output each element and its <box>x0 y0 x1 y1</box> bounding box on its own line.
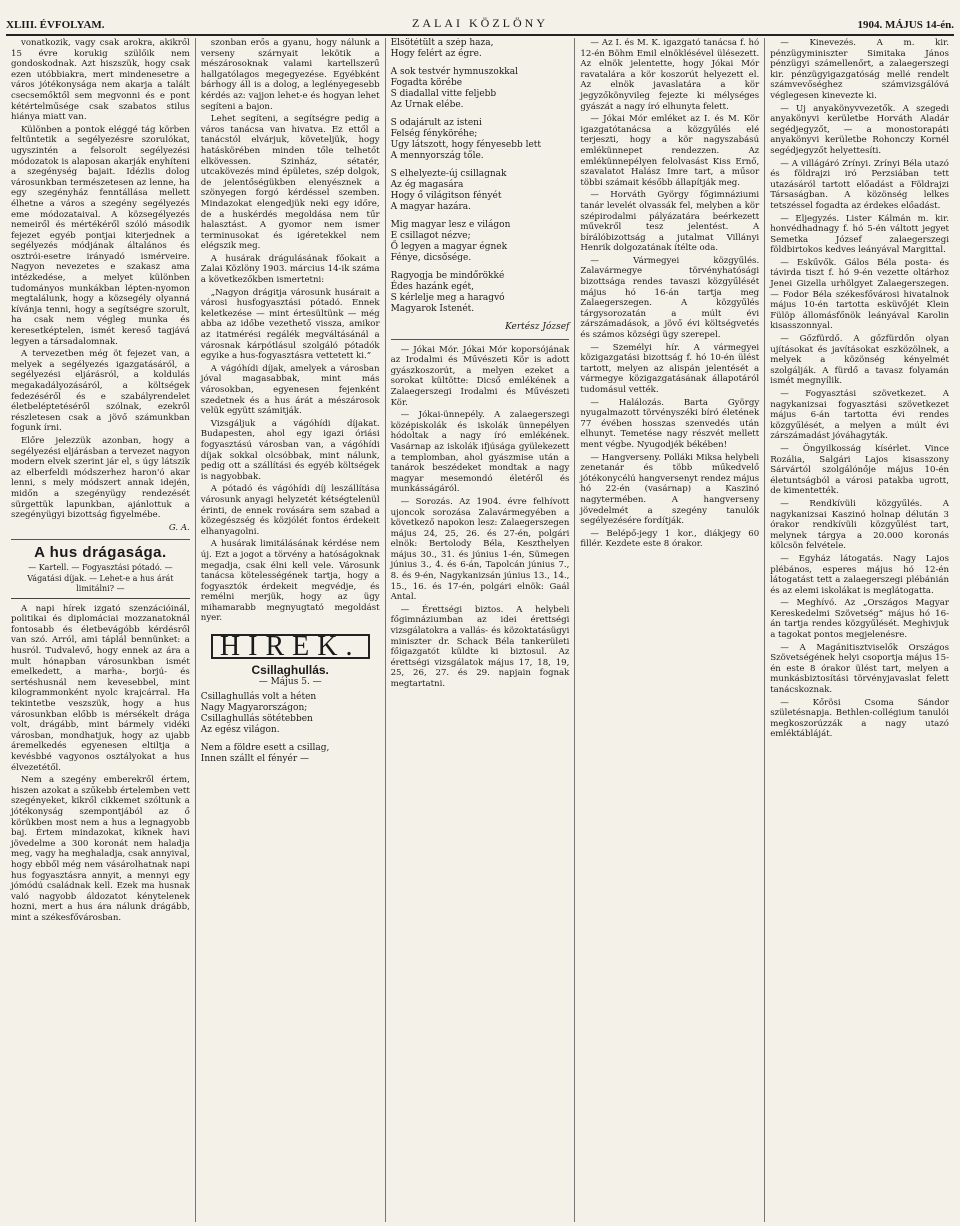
poem-author: Kertész József <box>505 322 570 332</box>
poem-stanza <box>391 67 570 111</box>
poem-line: Édes hazánk egét, <box>390 282 475 292</box>
news-item: — Érettségi biztos. A helybeli főgimnáziumban az idei érettségi vizsgálatokra a vallás- és közoktatásügyi miniszter dr. Schack Béla tankerületi főigazgatót küldte ki biztosul. Az érettségi vizsgálatok május 17, 18, 19, 25, 26, 27. és 29. napjain fognak megtartatni. <box>390 604 570 689</box>
paragraph: vonatkozik, vagy csak arokra, akikről 15 évre korukig szülőik nem gondoskodnak. Azt hiszszük, hogy csak ezen utóbbiakra, mert mindenesetre a város jótékonysága nem akarja a talált csecsemőktől sem megvonni és e pont kétértelműsége csak szabatos stilus hiánya miatt van. <box>11 38 190 123</box>
news-item: — Halálozás. Barta György nyugalmazott törvényszéki bíró életének 77 évében hosszas szenvedés után elhunyt. Temetése nagy részvét mellett ment végbe. Nyugodjék békében! <box>580 397 760 450</box>
news-item: — Jókai Mór emléket az I. és M. Kör igazgatótanácsa a közgyűlés elé terjeszti, hogy a kör nagyszabású emlékünnepet rendezzen. Az emlékünnepélyen felolvasást Kiss Ernő, szavalatot Halász Imre tart, a műsor többi számait később állapítják meg. <box>580 114 760 188</box>
paragraph: A napi hírek izgató szenzációinál, politikai és diplomáciai mozzanatoknál fontosabb és életbevágóbb kérdésről van szó. Arról, ami táplál bennünket: a husról. Tudvalevő, hogy ennek az ára a mult hónapban városunkban ismét emelkedett, a marha-, borjú- és sertéshusnál nem kevesebbel, mint kilogrammonként nyolc krajcárral. Ha tekintetbe veszszük, hogy a hus városunkban előbb is mérsékelt drága volt, drágább, mint bármely vidéki városban, mondhatjuk, hogy az ujabb áremelkedés egyenesen eltiltja a kevésbbé vagyonos osztályokat a hus élvezetétől. <box>11 603 190 773</box>
news-item: — Eljegyzés. Lister Kálmán m. kir. honvédhadnagy f. hó 5-én váltott jegyet Semetka József zalaegerszegi földbirtokos kedves leányával Margittal. <box>770 213 949 256</box>
poem-line: S odajárult az isteni <box>390 118 482 128</box>
issue-date: 1904. MÁJUS 14-én. <box>857 19 954 31</box>
poem-stanza <box>391 169 570 213</box>
paragraph: Nem a szegény emberekről értem, hiszen azokat a szűkebb értelemben vett szegényeket, kikről cikkemet szóltunk a jótékonyság szempontjából az ő körükben most nem a hus a legnagyobb baj. Értem mindazokat, kiknek havi jövedelme a 300 koronát nem haladja meg, vagy ha meghaladja, csak annyival, hogy ebből még nem vásárolhatnak napi hus fogyasztásra annyit, a mennyi egy jómódú családnak kell. Ezek ma husnak való nagyobb áldozatot kénytelenek hozni, mert a hus ára nálunk drágább, mint a székesfővárosban. <box>11 775 190 923</box>
column-1 <box>6 38 196 1222</box>
poem-line: Felség fényköréhe; <box>390 129 478 139</box>
news-item: — Jókai-ünnepély. A zalaegerszegi középiskolák és iskolák ünnepélyen hódoltak a nagy író emlékének. Vasárnap az iskolák ifjúsága gyülekezett a templomban, ahol gyászmise után a tanárok beszédeket mondtak a nagy magyar mesemondó életéről és munkásságáról. <box>390 410 570 495</box>
news-item: — Eskűvők. Gálos Béla posta- és távirda tiszt f. hó 9-én vezette oltárhoz Jenei Gizella urhölgyet Zalaegerszegen. — Fodor Béla székesfővárosi hivatalnok május 10-én tartotta esküvőjét Klein Fülöp állomásfőnök leányával Karolin kisasszonnyal. <box>770 257 949 332</box>
poem-date: — Május 5. — <box>258 677 322 688</box>
poem-line: A mennyország tőle. <box>390 151 484 161</box>
column-3 <box>386 38 576 1222</box>
paragraph: A vágóhídi díjak, amelyek a városban jóval magasabbak, mint más városokban, egyenesen fejenként szedetnek és a hus árát a mészárosok velük együtt számitják. <box>200 363 380 417</box>
news-item: — Meghívó. Az „Országos Magyar Kereskedelmi Szövetség” május hó 16-án tartja rendes közgyűlését. Meghivjuk a tagokat pontos megjelenésre. <box>770 598 949 641</box>
news-item: — Egyház látogatás. Nagy Lajos plébános, esperes május hó 12-én látogatást tett a zalaegerszegi plébánián és az elemi iskolákat is meglátogatta. <box>770 553 949 596</box>
paragraph: A tervezetben még öt fejezet van, a melyek a segélyezés igazgatásáról, a segélyezési eljárásról, a koldulás megakadályozásáról, a költségek fedezéséről és e szabályrendelet életbeléptetéséről szólnak, ezekről részletesen csak a jövő számunkban fogunk írni. <box>11 349 190 434</box>
news-item: — Öngyilkosság kísérlet. Vince Rozália, Salgári Lajos kisasszony Sárvártól szolgálónője május 10-én életuntságból a városi patakba ugrott, de kimentették. <box>770 443 949 497</box>
news-item: — Vármegyei közgyűlés. Zalavármegye törvényhatósági bizottsága rendes tavaszi közgyűlését május hó 16-án tartja meg Zalaegerszegen. A közgyűlés tárgysorozatán a múlt évi zárszámadások, a jövő évi költségvetés és számos községi ügy szerepel. <box>580 255 760 341</box>
paragraph: Vizsgáljuk a vágóhídi díjakat. Budapesten, ahol egy igazi óriási fogyasztású városban van, a vágóhídi díjak sokkal olcsóbbak, mint nálunk, pedig ott a szállítási és egyéb költségek is nagyobbak. <box>200 418 380 482</box>
paragraph: A husárak drágulásának főokait a Zalai Közlöny 1903. március 14-ik száma a következőkben ismertetni: <box>200 253 380 286</box>
poem-line: Ugy látszott, hogy fényesebb lett <box>390 140 542 150</box>
poem-line: Innen szállt el fényér — <box>200 753 309 764</box>
poem-line: Ragyogja be mindőrökké <box>390 271 505 281</box>
poem-line: S elhelyezte-új csillagnak <box>390 169 507 179</box>
divider <box>11 539 190 540</box>
poem-line: Az egész világon. <box>200 724 280 735</box>
page-header <box>6 0 954 36</box>
poem-line: Fogadta körébe <box>390 78 463 88</box>
poem-line: Csillaghullás sötétebben <box>200 713 313 724</box>
poem-continuation <box>391 38 570 315</box>
divider <box>391 339 570 340</box>
poem-title: Csillaghullás. <box>251 662 329 677</box>
article-signature: G. A. <box>168 522 190 533</box>
news-item: — Fogyasztási szövetkezet. A nagykanizsai fogyasztási szövetkezet május 6-án tartotta évi rendes közgyűlését, a melyen a múlt évi zárszámadást jóváhagyták. <box>770 389 949 442</box>
poem-line: S kérlelje meg a haragvó <box>390 293 505 303</box>
publication-title: ZALAI KÖZLÖNY <box>412 16 548 30</box>
paragraph: Lehet segíteni, a segítségre pedig a város tanácsa van hivatva. Ez ettől a tanácstól elvárjuk, követeljük, hogy hatáskörében minden tőle telhetőt elkövessen. Szinház, sétatér, utcakövezés mind épületes, szép dolgok, de jelentőségükben elenyésznek a szönyegen forgó kérdéssel szemben. Mindazokat elengedjük neki egy időre, de a huskérdés megoldása nem tűr halasztást. A gyomor nem ismer terminusokat és igéretekkel nem elégszik meg. <box>200 114 380 252</box>
poem-line: Hogy felért az égre. <box>390 49 482 59</box>
volume-label: XLIII. ÉVFOLYAM. <box>6 19 105 31</box>
paragraph: szonban erős a gyanu, hogy nálunk a verseny szárnyait lekötik a mészárosoknak valami kartellszerű hallgatólagos megegyezése. Egyébként bárhogy áll is a dolog, a leglényegesebb kérdés az: vajjon lehet-e és hogyan lehet segíteni a bajon. <box>200 38 380 112</box>
news-item: — Jókai Mór. Jókai Mór koporsójának az Irodalmi és Művészeti Kör is adott gyászkoszorút, a melyen ezeket a sorokat kültötte: Dicső emlékének a Zalaegerszegi Irodalmi és Művészeti Kör. <box>390 344 570 408</box>
news-item: — A villágáró Zrínyi. Zrínyi Béla utazó és földrajzi iró Perzsiában tett utazásáról tartott előadást a Földrajzi Társaságban. A közönség lelkes tetszéssel fogadta az érdekes előadást. <box>770 158 949 211</box>
poem-line: Az ég magasára <box>390 180 464 190</box>
poem-line: A magyar hazára. <box>390 202 472 212</box>
article-subheading: — Kartell. — Fogyasztási pótadó. — Vágatási díjak. — Lehet-e a hus árát limitálni? — <box>11 563 190 599</box>
column-4 <box>575 38 765 1222</box>
poem-body <box>201 692 380 765</box>
poem-line: A sok testvér hymnuszokkal <box>390 67 518 77</box>
poem-stanza <box>391 118 570 162</box>
news-item: — Gőzfürdő. A gőzfürdőn olyan ujításokat és javításokat eszközölnek, a melyek a közönség kényelmét szolgálják. A fürdő a tavasz folyamán ismét megnyílik. <box>770 334 949 387</box>
poem-line: Mig magyar lesz e világon <box>390 220 511 230</box>
news-item: — Horváth György főgimnáziumi tanár levelét olvassák fel, melyben a kör szépirodalmi pályázatára beérkezett művekről tesz jelentést. A bírálóbizottság a jutalmat Villányi Henrik dolgozatának ítélte oda. <box>580 190 760 254</box>
poem-line: Fénye, dicsősége. <box>390 253 472 263</box>
news-item: — Személyi hír. A vármegyei közigazgatási bizottság f. hó 10-én ülést tartott, melyen az alispán jelentését a vármegye közigazgatásának állapotáról tudomásul vették. <box>580 342 760 395</box>
poem-stanza <box>391 220 570 264</box>
article-title: A hus drágasága. <box>34 544 167 562</box>
poem-line: Elsötétült a szép haza, <box>390 38 494 48</box>
article-columns <box>6 38 954 1222</box>
paragraph: „Nagyon drágitja városunk husárait a városi husfogyasztási pótadó. Ennek keletkezése — mint értesültünk — még abba az időbe vezethető vissza, amikor az itatmérési regálék megváltásánál a városnak kárpótlásul szolgáló pótadók egyike a hus-fogyasztásra vettetett ki.” <box>200 287 380 362</box>
poem-line: Az Urnak elébe. <box>390 100 464 110</box>
poem-line: Nagy Magyarországon; <box>200 702 308 713</box>
news-section-banner: HIREK. <box>211 634 370 659</box>
poem-gap <box>201 736 380 743</box>
poem-stanza <box>391 271 570 315</box>
poem-line: E csillagot nézve; <box>390 231 471 241</box>
news-item: — Kinevezés. A m. kir. pénzügyminiszter Simitaka János pénzügyi számellenőrt, a zalaegerszegi kir. pénzügyigazgatóság mellé rendelt számvevőséghez számvizsgálóvá véglegesen kinevezte ki. <box>770 38 949 101</box>
news-item: — A Magánitisztviselők Országos Szövetségének helyi csoportja május 15-én este 8 órakor ülést tart, melyen a munkásbiztosítási törvényjavaslat felett tanácskoznak. <box>770 642 949 696</box>
column-5 <box>765 38 954 1222</box>
paragraph: A husárak limitálásának kérdése nem új. Ezt a jogot a törvény a hatóságoknak megadja, csak élni kell vele. Városunk tanácsa kötelességének tartja, hogy a fogyasztók érdekeit megvédje, és remélni merjük, hogy az ügy mihamarabb megnyugtató megoldást nyer. <box>200 539 380 624</box>
poem-line: Nem a földre esett a csillag, <box>200 742 330 753</box>
poem-line: Hogy ő világitson fényét <box>390 191 502 201</box>
poem-stanza <box>391 38 570 60</box>
news-item: — Az I. és M. K. igazgató tanácsa f. hó 12-én Böhm Emil elnöklésével ülésezett. Az elnök jelentette, hogy Jókai Mór ravatalára a kör koszorút helyezett el. Az elnök javaslatára a kör jegyzőkönyvileg fejezte ki mélységes gyászát a nagy író elhunyta felett. <box>580 38 760 112</box>
poem-line: Csillaghullás volt a héten <box>200 691 317 702</box>
news-item: — Uj anyakönyvvezetők. A szegedi anyakönyvi kerületbe Horváth Aladár segédjegyzőt, — a monostorapáti anyakönyvi kerületbe Rohonczy Kornél segédjegyzőt helyettesíti. <box>770 103 949 156</box>
poem-line: Magyarok Istenét. <box>390 304 475 314</box>
news-item: — Belépő-jegy 1 kor., diákjegy 60 fillér. Kezdete este 8 órakor. <box>580 528 760 550</box>
paragraph: Előre jelezzük azonban, hogy a segélyezési eljárásban a tervezet nagyon modern elvek szerint jár el, s úgy látszik az elberfeldi módszerhez haron'ó akar lenni, s mely módszert annak idején, midőn a szegényügy rendezését sürgettük lapunkban, ajánlottuk a szegényügyi bizottság figyelmébe. <box>11 435 190 521</box>
news-item: — Rendkívüli közgyűlés. A nagykanizsai Kaszinó holnap délután 3 órakor rendkívüli közgyűlést tart, melynek tárgya a 20.000 koronás kölcsön felvétele. <box>770 498 949 552</box>
paragraph: A pótadó és vágóhídi díj leszállítása városunk anyagi helyzetét kétségtelenül érinti, de ennek rovására sem szabad a közegészség és közjólét fontos érdekeit elhanyagolni. <box>200 484 380 537</box>
news-item: — Sorozás. Az 1904. évre felhívott ujoncok sorozása Zalavármegyében a következő napokon lesz: Zalaegerszegen május 24, 25, 26. és 27-én, polgári elnök: Bertolody Béla, Keszthelyen május 30., 31. és június 1-én, Sümegen június 3., 4. és 6-án, Tapolcán június 7., 8. és 9-én, Nagykanizsán június 13., 14., 15., 16. és 17-én, polgári elnök: Gaál Antal. <box>390 496 570 603</box>
news-item: — Hangverseny. Polláki Miksa helybeli zenetanár és több műkedvelő jótékonycélú hangversenyt rendez május hó 22-én (vasárnap) a Kaszinó nagytermében. A hangverseny jövedelmét a szegény tanulók segélyezésére fordítják. <box>580 452 760 527</box>
poem-line: S diadallal vitte feljebb <box>390 89 497 99</box>
column-2 <box>196 38 386 1222</box>
news-item: — Kőrösi Csoma Sándor születésnapja. Bethlen-collégium tanulói megkoszorúzzák a nagy utazó emléktábláját. <box>770 697 949 740</box>
paragraph: Különben a pontok eléggé tág körben feltüntetik a segélyezésre szorulókat, ugyszintén a felsorolt segélyezési módozatok is alaposan akarják enyhíteni a szegénység bajait. Idézlis dolog városunkban természetesen az lenne, ha egy szegényház fenntállása mellett élhetne a város a szegény segélyezés eme módozataival. A közsegélyezés nemeiről és mértékéről szóló második fejezet egyéb pontjai kiterjednek a segélyezés módjának általános és osztrói-esetre irányadó ismérveire. Nagyon nevezetes e szakasz ama intézkedése, a melyet különben tudományos munkákban lépten-nyomon megtalálunk, hogy a közsegély olyanná kívánja tenni, hogy a segítségre szorult, ha csak nem végleg munka és keresetképtelen, ismét kereső tagjává legyen a társadalomnak. <box>11 124 190 347</box>
poem-line: Ő legyen a magyar égnek <box>390 242 508 252</box>
